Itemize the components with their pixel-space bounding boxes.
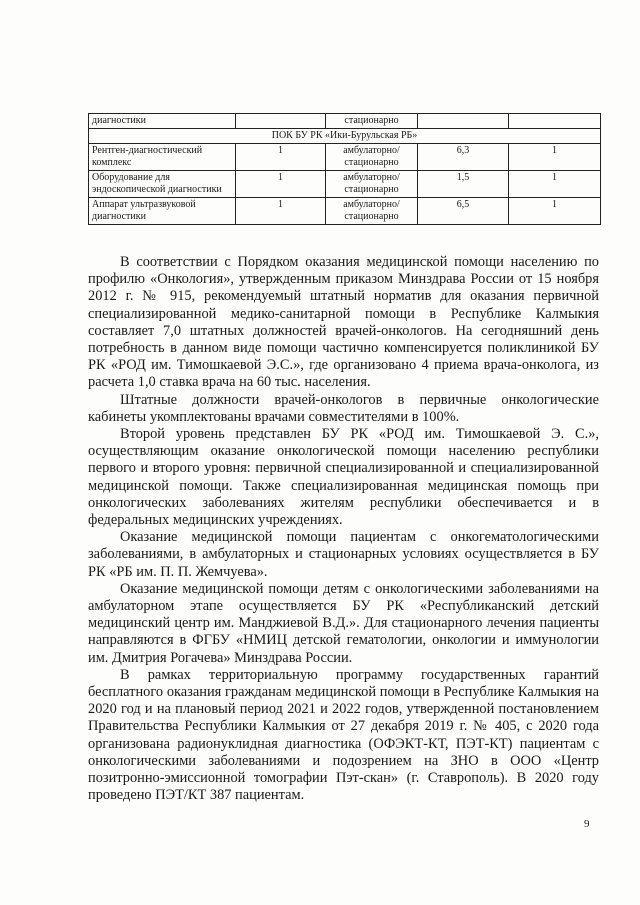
table-cell-extra xyxy=(509,114,601,129)
table-row xyxy=(89,114,601,129)
table-cell-qty xyxy=(236,114,326,129)
table-cell-name: Рентген-диагностический комплекс xyxy=(89,144,236,171)
paragraph: Оказание медицинской помощи детям с онкологическими заболеваниями на амбулаторном этапе осуществляется БУ РК «Республиканский детский медицинский центр им. Манджиевой В.Д.». Для стационарного лечения пациенты направляются в ФГБУ «НМИЦ детской гематологии, онкологии и иммунологии им. Дмитрия Рогачева» Минздрава России. xyxy=(88,580,599,666)
table-cell-type: амбулаторно/ стационарно xyxy=(326,198,418,225)
table-cell-type: амбулаторно/ стационарно xyxy=(326,171,418,198)
table-cell-qty: 1 xyxy=(236,144,326,171)
table-cell-coef: 1,5 xyxy=(418,171,509,198)
table-cell-name: Оборудование для эндоскопической диагностики xyxy=(89,171,236,198)
paragraph: Штатные должности врачей-онкологов в первичные онкологические кабинеты укомплектованы врачами совместителями в 100%. xyxy=(88,391,599,425)
table-cell-extra: 1 xyxy=(509,198,601,225)
table-section-row xyxy=(89,129,601,144)
body-text xyxy=(88,254,599,805)
table-cell-name: Аппарат ультразвуковой диагностики xyxy=(89,198,236,225)
paragraph: Второй уровень представлен БУ РК «РОД им. Тимошкаевой Э. С.», осуществляющим оказание онкологической помощи населению республики первого и второго уровня: первичной специализированной и специализированной медицинской помощи. Также специализированная медицинская помощь при онкологических заболеваниях жителям республики обеспечивается и в федеральных медицинских учреждениях. xyxy=(88,426,599,529)
table-cell-qty: 1 xyxy=(236,198,326,225)
paragraph: Оказание медицинской помощи пациентам с онкогематологическими заболеваниями, в амбулаторных и стационарных условиях осуществляется в БУ РК «РБ им. П. П. Жемчуева». xyxy=(88,529,599,580)
table-cell-extra: 1 xyxy=(509,144,601,171)
table-row xyxy=(89,198,601,225)
paragraph: В соответствии с Порядком оказания медицинской помощи населению по профилю «Онкология», утвержденным приказом Минздрава России от 15 ноября 2012 г. № 915, рекомендуемый штатный норматив для оказания первичной специализированной медико-санитарной помощи в Республике Калмыкия составляет 7,0 штатных должностей врачей-онкологов. На сегодняшний день потребность в данном виде помощи частично компенсируется поликлиникой БУ РК «РОД им. Тимошкаевой Э.С.», где организовано 4 приема врача-онколога, из расчета 1,0 ставка врача на 60 тыс. населения. xyxy=(88,254,599,391)
table-cell-coef: 6,3 xyxy=(418,144,509,171)
equipment-table xyxy=(88,113,601,225)
table-row xyxy=(89,144,601,171)
table-cell-qty: 1 xyxy=(236,171,326,198)
table-cell-type: стационарно xyxy=(326,114,418,129)
table-cell-coef xyxy=(418,114,509,129)
table-row xyxy=(89,171,601,198)
table-cell-type: амбулаторно/ стационарно xyxy=(326,144,418,171)
paragraph: В рамках территориальную программу государственных гарантий бесплатного оказания гражданам медицинской помощи в Республике Калмыкия на 2020 год и на плановый период 2021 и 2022 годов, утвержденной постановлением Правительства Республики Калмыкия от 27 декабря 2019 г. № 405, с 2020 года организована радионуклидная диагностика (ОФЭКТ-КТ, ПЭТ-КТ) пациентам с онкологическими заболеваниями и подозрением на ЗНО в ООО «Центр позитронно-эмиссионной томографии Пэт-скан» (г. Ставрополь). В 2020 году проведено ПЭТ/КТ 387 пациентам. xyxy=(88,666,599,804)
table-cell-name: диагностики xyxy=(89,114,236,129)
table-section-title: ПОК БУ РК «Ики-Бурульская РБ» xyxy=(89,129,601,144)
table-cell-extra: 1 xyxy=(509,171,601,198)
page-number: 9 xyxy=(584,818,590,830)
table-cell-coef: 6,5 xyxy=(418,198,509,225)
